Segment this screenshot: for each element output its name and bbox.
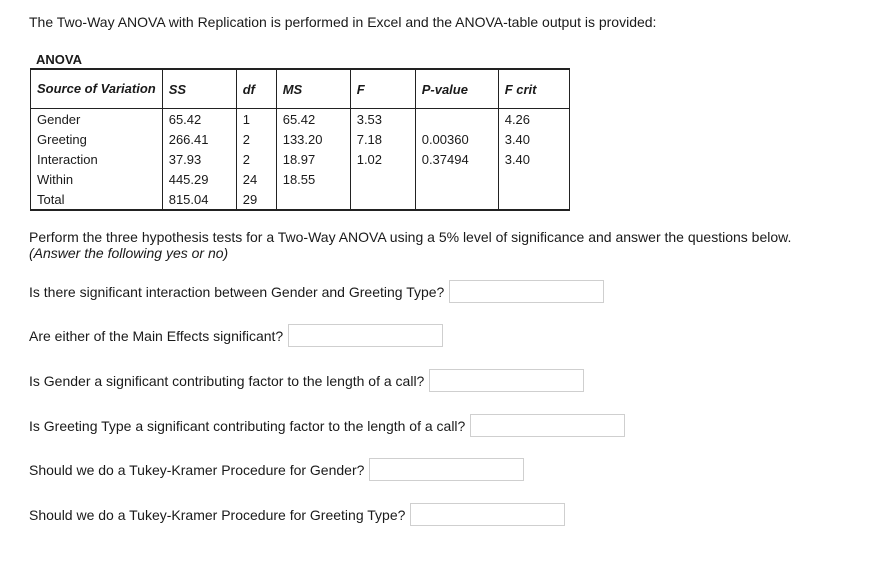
instructions-text: Perform the three hypothesis tests for a Two-Way ANOVA using a 5% level of significance and answer the questions below. bbox=[29, 229, 792, 245]
table-row bbox=[31, 109, 570, 130]
question-label: Should we do a Tukey-Kramer Procedure for Greeting Type? bbox=[29, 506, 406, 523]
header-ms: MS bbox=[276, 69, 350, 109]
question-greeting-factor bbox=[29, 414, 625, 437]
cell-ms: 18.97 bbox=[276, 149, 350, 169]
cell-f-crit bbox=[498, 169, 569, 189]
cell-ss: 65.42 bbox=[162, 109, 236, 130]
table-row bbox=[31, 149, 570, 169]
answer-input-gender-factor[interactable] bbox=[429, 369, 584, 392]
cell-df: 24 bbox=[236, 169, 276, 189]
cell-source: Within bbox=[31, 169, 163, 189]
cell-f: 7.18 bbox=[350, 129, 415, 149]
cell-ms: 133.20 bbox=[276, 129, 350, 149]
cell-source: Gender bbox=[31, 109, 163, 130]
cell-f: 3.53 bbox=[350, 109, 415, 130]
cell-ss: 37.93 bbox=[162, 149, 236, 169]
anova-table-title: ANOVA bbox=[36, 52, 82, 67]
anova-header-row bbox=[31, 69, 570, 109]
question-interaction bbox=[29, 280, 604, 303]
cell-ms: 18.55 bbox=[276, 169, 350, 189]
header-p-value: P-value bbox=[415, 69, 498, 109]
question-tukey-greeting bbox=[29, 503, 565, 526]
cell-f-crit: 3.40 bbox=[498, 129, 569, 149]
cell-ss: 445.29 bbox=[162, 169, 236, 189]
cell-ms bbox=[276, 189, 350, 210]
cell-df: 1 bbox=[236, 109, 276, 130]
cell-f-crit: 3.40 bbox=[498, 149, 569, 169]
cell-source: Interaction bbox=[31, 149, 163, 169]
cell-f-crit: 4.26 bbox=[498, 109, 569, 130]
header-df: df bbox=[236, 69, 276, 109]
cell-f-crit bbox=[498, 189, 569, 210]
question-label: Should we do a Tukey-Kramer Procedure for Gender? bbox=[29, 461, 365, 478]
cell-source: Greeting bbox=[31, 129, 163, 149]
question-label: Is Gender a significant contributing factor to the length of a call? bbox=[29, 372, 425, 389]
cell-f bbox=[350, 169, 415, 189]
cell-p-value bbox=[415, 189, 498, 210]
cell-p-value: 0.37494 bbox=[415, 149, 498, 169]
table-row bbox=[31, 169, 570, 189]
header-f: F bbox=[350, 69, 415, 109]
cell-f bbox=[350, 189, 415, 210]
question-tukey-gender bbox=[29, 458, 524, 481]
cell-p-value bbox=[415, 109, 498, 130]
cell-df: 2 bbox=[236, 129, 276, 149]
cell-f: 1.02 bbox=[350, 149, 415, 169]
question-gender-factor bbox=[29, 369, 584, 392]
question-label: Is there significant interaction between Gender and Greeting Type? bbox=[29, 283, 445, 300]
question-label: Is Greeting Type a significant contributing factor to the length of a call? bbox=[29, 417, 466, 434]
table-row bbox=[31, 189, 570, 210]
intro-text: The Two-Way ANOVA with Replication is performed in Excel and the ANOVA-table output is provided: bbox=[29, 14, 657, 30]
question-main-effects bbox=[29, 324, 443, 347]
cell-ss: 815.04 bbox=[162, 189, 236, 210]
cell-df: 2 bbox=[236, 149, 276, 169]
cell-p-value bbox=[415, 169, 498, 189]
anova-table bbox=[30, 68, 570, 211]
answer-input-interaction[interactable] bbox=[449, 280, 604, 303]
answer-input-tukey-greeting[interactable] bbox=[410, 503, 565, 526]
answer-input-main-effects[interactable] bbox=[288, 324, 443, 347]
answer-note: (Answer the following yes or no) bbox=[29, 245, 229, 261]
question-label: Are either of the Main Effects significant? bbox=[29, 327, 284, 344]
cell-df: 29 bbox=[236, 189, 276, 210]
answer-input-greeting-factor[interactable] bbox=[470, 414, 625, 437]
header-f-crit: F crit bbox=[498, 69, 569, 109]
cell-ms: 65.42 bbox=[276, 109, 350, 130]
cell-source: Total bbox=[31, 189, 163, 210]
header-source: Source of Variation bbox=[31, 69, 163, 109]
header-ss: SS bbox=[162, 69, 236, 109]
table-row bbox=[31, 129, 570, 149]
answer-input-tukey-gender[interactable] bbox=[369, 458, 524, 481]
cell-p-value: 0.00360 bbox=[415, 129, 498, 149]
cell-ss: 266.41 bbox=[162, 129, 236, 149]
